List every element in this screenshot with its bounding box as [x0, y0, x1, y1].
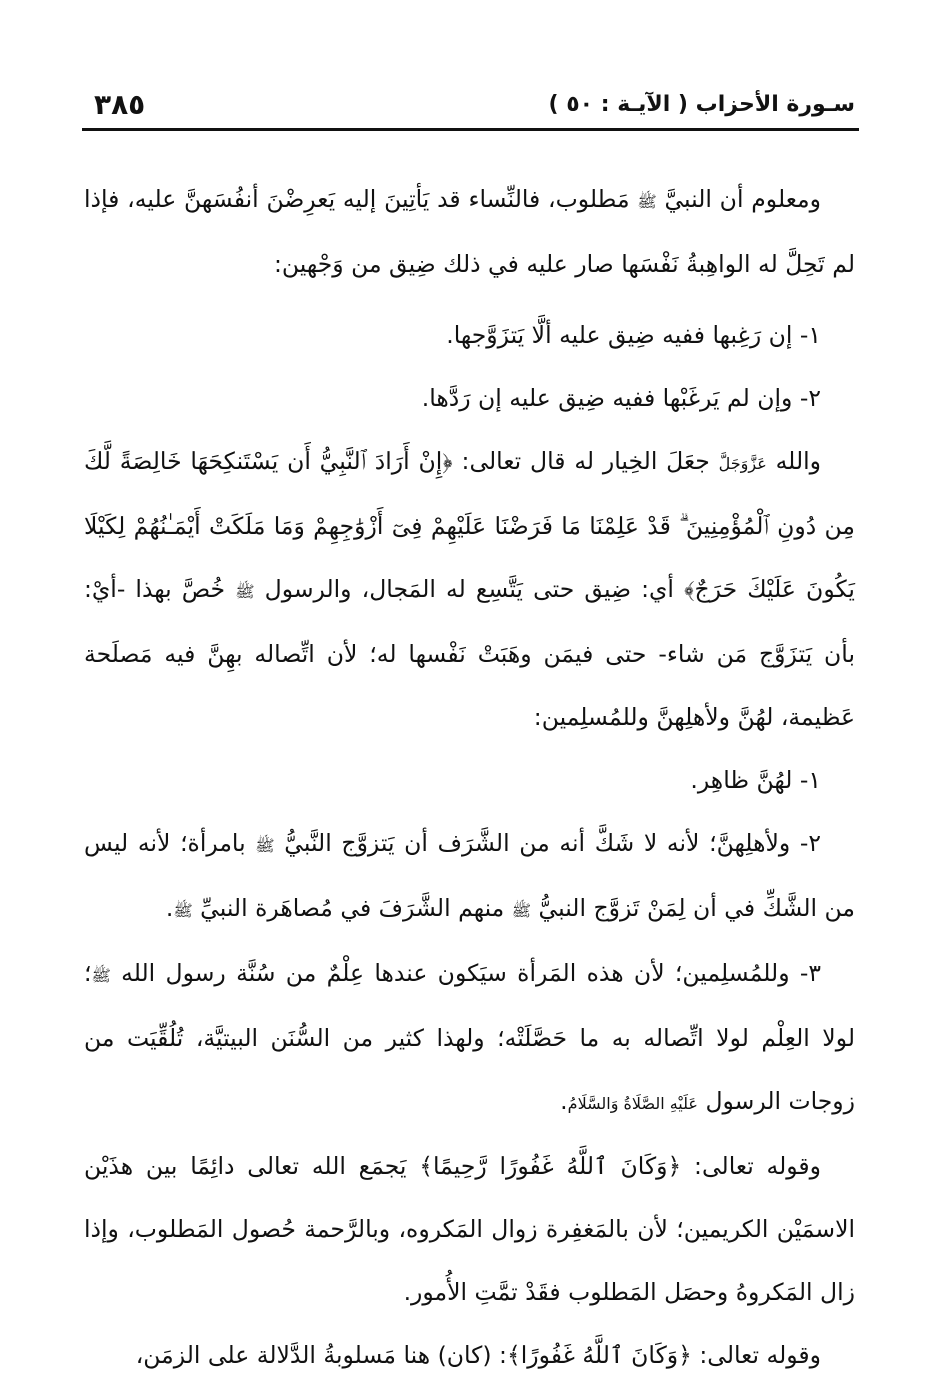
list-item-text: ١- إن رَغِبها ففيه ضِيق عليه ألَّا يَتزَوَّجها. [446, 321, 821, 349]
list-item-text: ١- لهُنَّ ظاهِر. [690, 766, 821, 794]
text-run: والله [766, 447, 821, 475]
paragraph-kana [84, 1324, 855, 1387]
page-body [84, 168, 855, 1387]
page-number: ٣٨٥ [94, 88, 146, 121]
text-run: . [560, 1087, 568, 1115]
quran-verse: ﴿إِنْ أَرَادَ ٱلنَّبِيُّ أَن يَسْتَنكِحَهَا خَالِصَةً لَّكَ مِن دُونِ ٱلْمُؤْمِنِينَ ۗ قَدْ عَلِمْنَا مَا فَرَضْنَا عَلَيْهِمْ فِىٓ أَزْوَٰجِهِمْ وَمَا مَلَكَتْ أَيْمَـٰنُهُمْ لِكَيْلَا يَكُونَ عَلَيْكَ حَرَجٌ﴾ [84, 447, 855, 603]
text-run: ٣- وللمُسلِمين؛ لأن هذه المَرأة سيَكون عندها عِلْمٌ من سُنَّة رسول الله [110, 959, 821, 987]
text-run: . [165, 894, 174, 922]
text-run: يَجمَع الله تعالى دائِمًا بين هذَيْن الاسمَيْن الكريمين؛ لأن بالمَغفِرة زوال المَكروه، وبالرَّحمة حُصول المَطلوب، وإذا زال المَكروهُ وحصَل المَطلوب فقَدْ تمَّتِ الأُمور. [84, 1152, 855, 1306]
text-run: وقوله تعالى: [681, 1152, 822, 1180]
text-run: وقوله تعالى: [691, 1341, 821, 1369]
text-run: ٢- ولأهلِهنَّ؛ لأنه لا شَكَّ أنه من الشَّرَف أن يَتزوَّج النَّبيُّ [274, 829, 821, 857]
salutation-mark: ﷺ [235, 582, 255, 601]
paragraph-verse-explanation [84, 430, 855, 749]
salutation-mark: ﷺ [91, 966, 111, 985]
running-header [84, 88, 855, 128]
header-divider [82, 128, 859, 131]
list-item-2 [84, 367, 855, 430]
salutation-phrase: عَلَيْهِ الصَّلَاةُ وَالسَّلَامُ [567, 1094, 698, 1113]
text-run: مَطلوب، فالنِّساء قد يَأتِينَ إليه يَعرِضْنَ أنفُسَهنَّ عليه، فإذا لم تَحِلَّ له الواهِبةُ نَفْسَها صار عليه في ذلك ضِيق من وَجْهين: [84, 185, 855, 278]
text-run: ومعلوم أن النبيَّ [656, 185, 821, 213]
text-run: أي: ضِيق حتى يَتَّسِع له المَجال، والرسول [254, 575, 685, 603]
paragraph-forgiving-merciful [84, 1135, 855, 1324]
text-run: منهم الشَّرَفَ في مُصاهَرة النبيِّ [192, 894, 512, 922]
quran-verse: ﴿وَكَانَ ٱللَّهُ غَفُورًا﴾ [506, 1341, 692, 1369]
text-run: بامرأة؛ لأنه ليس من الشَّكِّ في أن لِمَنْ تَزوَّج النبيُّ [84, 829, 855, 922]
text-run: خُصَّ بهذا -أيْ: بأن يَتزَوَّج مَن شاء- حتى فيمَن وهَبَتْ نَفْسها له؛ لأن اتِّصاله بهِنَّ فيه مَصلَحة عَظيمة، لهُنَّ ولأهلِهنَّ وللمُسلِمين: [84, 575, 855, 731]
list-item-benefit-3 [84, 942, 855, 1135]
salutation-mark: ﷺ [173, 901, 193, 920]
list-item-benefit-2 [84, 812, 855, 942]
list-item-text: ٢- وإن لم يَرغَبْها ففيه ضِيق عليه إن رَدَّها. [421, 384, 821, 412]
text-run: : (كان) هنا مَسلوبةُ الدَّلالة على الزمَن، [135, 1341, 507, 1369]
paragraph-intro [84, 168, 855, 296]
quran-verse: ﴿وَكَانَ ٱللَّهُ غَفُورًا رَّحِيمًا﴾ [419, 1152, 682, 1180]
glorification-mark: عَزَّوَجَلَّ [718, 454, 767, 473]
list-item-1 [84, 304, 855, 367]
salutation-mark: ﷺ [637, 192, 657, 211]
list-item-benefit-1 [84, 749, 855, 812]
text-run: ؛ لولا العِلْم لولا اتِّصاله به ما حَصَّلَتْه؛ ولهذا كثير من السُّنَن البيتيَّة، تُلُقِّيَت من زوجات الرسول [84, 959, 855, 1115]
surah-title: سـورة الأحزاب ( الآيـة : ٥٠ ) [548, 92, 855, 117]
salutation-mark: ﷺ [511, 901, 532, 920]
text-run: جعَلَ الخِيار له قال تعالى: [452, 447, 719, 475]
salutation-mark: ﷺ [255, 836, 275, 855]
